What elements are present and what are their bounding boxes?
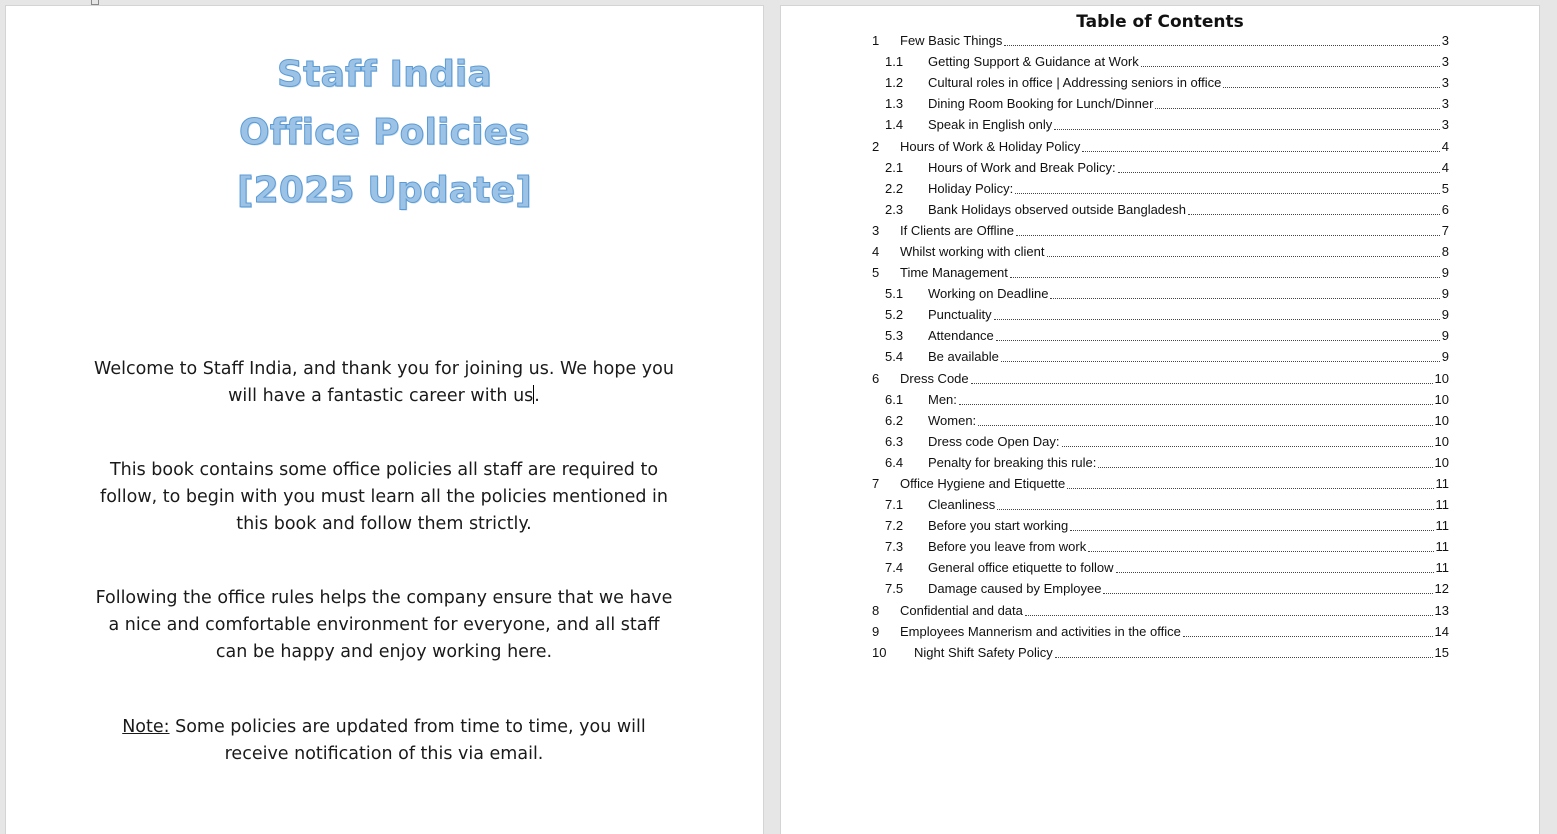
toc-heading: Table of Contents xyxy=(1076,12,1244,32)
toc-entry[interactable] xyxy=(872,578,1449,599)
toc-entry-page: 10 xyxy=(1434,370,1449,386)
toc-entry-title: Confidential and data xyxy=(900,602,1023,618)
toc-entry[interactable] xyxy=(872,51,1449,72)
note-paragraph[interactable] xyxy=(94,714,674,768)
toc-entry-number: 2.1 xyxy=(885,159,904,175)
toc-entry-number: 2 xyxy=(872,138,880,154)
toc-entry-number: 6.2 xyxy=(885,412,904,428)
toc-entry-number: 7.5 xyxy=(885,581,904,597)
toc-entry-title: If Clients are Offline xyxy=(900,222,1014,238)
toc-entry[interactable] xyxy=(872,557,1449,578)
toc-dot-leader xyxy=(1082,151,1439,152)
toc-entry[interactable] xyxy=(872,389,1449,410)
toc-entry-title: Time Management xyxy=(900,265,1008,281)
toc-entry-page: 3 xyxy=(1441,75,1449,91)
toc-dot-leader xyxy=(997,509,1433,510)
toc-entry[interactable] xyxy=(872,304,1449,325)
toc-dot-leader xyxy=(1070,530,1433,531)
toc-entry-title: Dress code Open Day: xyxy=(928,433,1060,449)
toc-entry-title: General office etiquette to follow xyxy=(928,560,1114,576)
toc-page[interactable] xyxy=(781,6,1539,834)
toc-dot-leader xyxy=(1103,593,1432,594)
toc-entry-page: 9 xyxy=(1441,265,1449,281)
toc-entry-title: Dress Code xyxy=(900,370,969,386)
toc-entry-page: 9 xyxy=(1441,286,1449,302)
toc-dot-leader xyxy=(1025,615,1433,616)
toc-entry-page: 6 xyxy=(1441,201,1449,217)
toc-dot-leader xyxy=(1004,45,1439,46)
toc-entry-page: 10 xyxy=(1434,391,1449,407)
toc-entry-title: Damage caused by Employee xyxy=(928,581,1102,597)
toc-dot-leader xyxy=(1050,298,1439,299)
toc-entry-title: Be available xyxy=(928,349,999,365)
toc-entry-number: 6 xyxy=(872,370,880,386)
toc-entry[interactable] xyxy=(872,515,1449,536)
toc-entry-title: Working on Deadline xyxy=(928,286,1049,302)
toc-entry-number: 2.2 xyxy=(885,180,904,196)
toc-entry-title: Hours of Work and Break Policy: xyxy=(928,159,1116,175)
toc-entry-number: 4 xyxy=(872,243,880,259)
toc-dot-leader xyxy=(1067,488,1433,489)
toc-entry-number: 1.4 xyxy=(885,117,904,133)
toc-entry-page: 11 xyxy=(1435,560,1449,576)
toc-entry-number: 7.1 xyxy=(885,497,904,513)
toc-entry-number: 1.3 xyxy=(885,96,904,112)
toc-dot-leader xyxy=(1155,108,1439,109)
toc-entry-page: 10 xyxy=(1434,454,1449,470)
toc-entry[interactable] xyxy=(872,452,1449,473)
toc-dot-leader xyxy=(1098,467,1432,468)
toc-entry-title: Getting Support & Guidance at Work xyxy=(928,54,1139,70)
toc-entry-page: 4 xyxy=(1441,159,1449,175)
toc-entry[interactable] xyxy=(872,241,1449,262)
toc-entry-title: Bank Holidays observed outside Bangladesh xyxy=(928,201,1187,217)
toc-entry[interactable] xyxy=(872,114,1449,135)
toc-entry-page: 9 xyxy=(1441,349,1449,365)
toc-entry-number: 5.3 xyxy=(885,328,904,344)
toc-entry-page: 3 xyxy=(1441,54,1449,70)
toc-entry-number: 1.2 xyxy=(885,75,904,91)
toc-entry-page: 10 xyxy=(1434,412,1449,428)
toc-dot-leader xyxy=(1118,172,1440,173)
toc-entry[interactable] xyxy=(872,368,1449,389)
toc-entry[interactable] xyxy=(872,220,1449,241)
toc-entry-page: 8 xyxy=(1441,243,1449,259)
toc-dot-leader xyxy=(1088,551,1433,552)
toc-entry-title: Office Hygiene and Etiquette xyxy=(900,476,1066,492)
toc-entry-number: 9 xyxy=(872,623,880,639)
toc-entry-page: 12 xyxy=(1434,581,1449,597)
toc-dot-leader xyxy=(1141,66,1440,67)
toc-entry-page: 5 xyxy=(1441,180,1449,196)
toc-entry-page: 4 xyxy=(1441,138,1449,154)
toc-entry-title: Cultural roles in office | Addressing seniors in office xyxy=(928,75,1222,91)
toc-entry-page: 3 xyxy=(1441,33,1449,49)
toc-entry[interactable] xyxy=(872,325,1449,346)
toc-entry-page: 14 xyxy=(1434,623,1449,639)
toc-entry[interactable] xyxy=(872,431,1449,452)
toc-entry[interactable] xyxy=(872,600,1449,621)
welcome-paragraph[interactable] xyxy=(94,356,674,410)
note-label: Note: xyxy=(122,717,170,737)
toc-entry-number: 5.4 xyxy=(885,349,904,365)
toc-entry-title: Before you leave from work xyxy=(928,539,1087,555)
toc-entry-title: Employees Mannerism and activities in the office xyxy=(900,623,1181,639)
toc-entry-number: 6.1 xyxy=(885,391,904,407)
document-title xyxy=(6,46,763,220)
toc-entry-page: 15 xyxy=(1434,644,1449,660)
toc-dot-leader xyxy=(1116,572,1434,573)
toc-entry[interactable] xyxy=(872,262,1449,283)
toc-entry-page: 3 xyxy=(1441,117,1449,133)
toc-entry-title: Few Basic Things xyxy=(900,33,1003,49)
toc-entry-title: Penalty for breaking this rule: xyxy=(928,454,1097,470)
title-line-update: [2025 Update] xyxy=(237,170,532,211)
welcome-period: . xyxy=(534,386,540,406)
title-line-company: Staff India xyxy=(277,54,492,95)
toc-entry-title: Punctuality xyxy=(928,307,992,323)
toc-entry-number: 3 xyxy=(872,222,880,238)
toc-entry-title: Cleanliness xyxy=(928,497,996,513)
toc-entry-page: 11 xyxy=(1435,497,1449,513)
toc-entry[interactable] xyxy=(872,135,1449,156)
toc-dot-leader xyxy=(1015,193,1440,194)
toc-dot-leader xyxy=(978,425,1432,426)
toc-dot-leader xyxy=(1055,657,1433,658)
note-text: Some policies are updated from time to time, you will receive notification of this via email. xyxy=(169,717,646,764)
toc-entry[interactable] xyxy=(872,494,1449,515)
toc-dot-leader xyxy=(1054,129,1439,130)
toc-entry[interactable] xyxy=(872,283,1449,304)
toc-entry-number: 1 xyxy=(872,33,880,49)
title-line-policies: Office Policies xyxy=(239,112,530,153)
toc-entry-title: Women: xyxy=(928,412,977,428)
toc-entry-page: 11 xyxy=(1435,539,1449,555)
toc-entry-number: 1.1 xyxy=(885,54,904,70)
toc-entry[interactable] xyxy=(872,346,1449,367)
toc-entry-number: 7.2 xyxy=(885,518,904,534)
toc-entry-number: 7.3 xyxy=(885,539,904,555)
toc-entry[interactable] xyxy=(872,93,1449,114)
cover-page[interactable] xyxy=(6,6,763,834)
toc-dot-leader xyxy=(1010,277,1440,278)
toc-dot-leader xyxy=(1062,446,1433,447)
toc-entry-page: 11 xyxy=(1435,476,1449,492)
toc-entry-title: Before you start working xyxy=(928,518,1069,534)
toc-entry-title: Whilst working with client xyxy=(900,243,1045,259)
toc-entry-title: Attendance xyxy=(928,328,994,344)
toc-dot-leader xyxy=(994,319,1440,320)
toc-dot-leader xyxy=(1047,256,1440,257)
welcome-text: Welcome to Staff India, and thank you for joining us. We hope you will have a fantastic career with us xyxy=(94,359,674,406)
toc-entry-page: 9 xyxy=(1441,328,1449,344)
toc-entry[interactable] xyxy=(872,30,1449,51)
toc-entry-page: 7 xyxy=(1441,222,1449,238)
toc-dot-leader xyxy=(971,383,1433,384)
toc-dot-leader xyxy=(996,340,1440,341)
toc-entry[interactable] xyxy=(872,72,1449,93)
toc-entry-number: 7 xyxy=(872,476,880,492)
rules-paragraph[interactable]: Following the office rules helps the company ensure that we have a nice and comfortable environment for everyone, and all staff can be happy and enjoy working here. xyxy=(95,588,673,662)
toc-entry-page: 13 xyxy=(1434,602,1449,618)
toc-entry-number: 6.4 xyxy=(885,454,904,470)
book-paragraph[interactable]: This book contains some office policies all staff are required to follow, to begin with you must learn all the policies mentioned in this book and follow them strictly. xyxy=(100,460,668,534)
toc-entry-title: Dining Room Booking for Lunch/Dinner xyxy=(928,96,1154,112)
toc-entry-page: 10 xyxy=(1434,433,1449,449)
toc-entry[interactable] xyxy=(872,157,1449,178)
toc-dot-leader xyxy=(1001,361,1440,362)
toc-entry[interactable] xyxy=(872,536,1449,557)
toc-entry-title: Men: xyxy=(928,391,957,407)
toc-dot-leader xyxy=(959,404,1433,405)
toc-entry[interactable] xyxy=(872,621,1449,642)
toc-entry[interactable] xyxy=(872,410,1449,431)
toc-entry-number: 5.1 xyxy=(885,286,904,302)
toc-entry-number: 2.3 xyxy=(885,201,904,217)
toc-entry-page: 9 xyxy=(1441,307,1449,323)
toc-dot-leader xyxy=(1188,214,1440,215)
toc-entry-title: Hours of Work & Holiday Policy xyxy=(900,138,1081,154)
toc-dot-leader xyxy=(1016,235,1440,236)
toc-entry-number: 6.3 xyxy=(885,433,904,449)
toc-entry-number: 8 xyxy=(872,602,880,618)
toc-entry-title: Speak in English only xyxy=(928,117,1053,133)
toc-entry-number: 5.2 xyxy=(885,307,904,323)
toc-entry-number: 10 xyxy=(872,644,887,660)
toc-dot-leader xyxy=(1223,87,1439,88)
toc-list xyxy=(872,30,1449,663)
toc-dot-leader xyxy=(1183,636,1433,637)
toc-entry-page: 11 xyxy=(1435,518,1449,534)
toc-entry[interactable] xyxy=(872,178,1449,199)
toc-entry-page: 3 xyxy=(1441,96,1449,112)
toc-entry-number: 5 xyxy=(872,265,880,281)
toc-entry-number: 7.4 xyxy=(885,560,904,576)
toc-entry-title: Holiday Policy: xyxy=(928,180,1014,196)
toc-entry[interactable] xyxy=(872,642,1449,663)
toc-entry[interactable] xyxy=(872,199,1449,220)
toc-entry-title: Night Shift Safety Policy xyxy=(914,644,1053,660)
page-corner-mark xyxy=(91,0,99,5)
toc-entry[interactable] xyxy=(872,473,1449,494)
